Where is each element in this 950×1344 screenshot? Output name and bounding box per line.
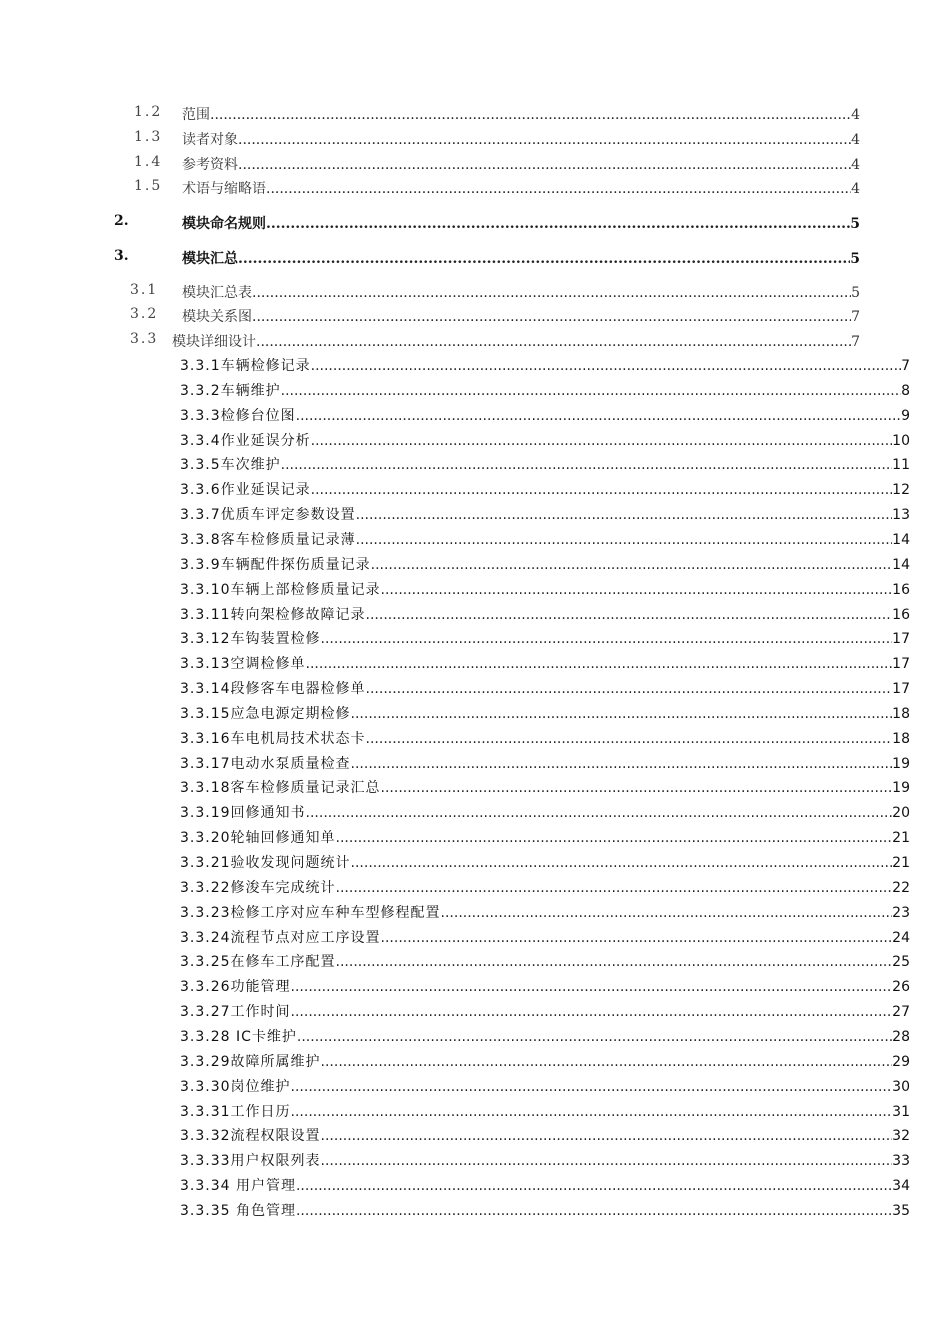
toc-dot-leader	[321, 1153, 893, 1169]
toc-entry[interactable]	[180, 430, 910, 450]
toc-entry-title: 3.3.33用户权限列表	[180, 1153, 321, 1169]
toc-entry-number: 3.3	[130, 331, 159, 347]
toc-dot-leader	[266, 216, 850, 232]
toc-entry-title: 3.3.10车辆上部检修质量记录	[180, 582, 381, 598]
toc-entry-page-number: 34	[892, 1178, 910, 1194]
toc-entry[interactable]	[180, 877, 910, 897]
toc-entry-page-number: 17	[892, 656, 910, 672]
toc-entry-title: 读者对象	[182, 132, 238, 148]
toc-entry-page-number: 25	[892, 954, 910, 970]
toc-entry-title: 3.3.26功能管理	[180, 979, 291, 995]
toc-entry[interactable]	[130, 306, 860, 326]
toc-entry-page-number: 13	[892, 507, 910, 523]
toc-entry-page-number: 19	[892, 756, 910, 772]
toc-entry-title: 术语与缩略语	[182, 181, 266, 197]
toc-entry-title: 3.3.34 用户管理	[180, 1178, 296, 1194]
toc-entry[interactable]	[180, 579, 910, 599]
toc-dot-leader	[366, 607, 893, 623]
toc-entry-page-number: 33	[892, 1153, 910, 1169]
toc-entry[interactable]	[180, 1001, 910, 1021]
toc-dot-leader	[210, 107, 851, 123]
toc-dot-leader	[336, 954, 893, 970]
toc-entry-title: 模块关系图	[182, 309, 252, 325]
toc-entry-page-number: 10	[892, 433, 910, 449]
toc-entry-page-number: 27	[892, 1004, 910, 1020]
toc-dot-leader	[266, 181, 851, 197]
toc-entry[interactable]	[180, 951, 910, 971]
toc-dot-leader	[281, 457, 893, 473]
toc-entry-title: 3.3.21验收发现问题统计	[180, 855, 351, 871]
toc-entry-title: 模块详细设计	[172, 334, 256, 350]
toc-entry-page-number: 5	[850, 216, 860, 232]
toc-dot-leader	[356, 532, 893, 548]
toc-entry-title: 3.3.20轮轴回修通知单	[180, 830, 336, 846]
toc-entry-title: 3.3.23检修工序对应车种车型修程配置	[180, 905, 441, 921]
toc-entry-page-number: 30	[892, 1079, 910, 1095]
toc-entry[interactable]	[134, 154, 860, 174]
toc-entry-title: 3.3.17电动水泵质量检查	[180, 756, 351, 772]
toc-entry-number: 3.2	[130, 306, 159, 322]
toc-entry-title: 3.3.25在修车工序配置	[180, 954, 336, 970]
toc-dot-leader	[356, 507, 893, 523]
toc-entry[interactable]	[180, 976, 910, 996]
toc-entry-page-number: 16	[892, 582, 910, 598]
toc-entry[interactable]	[180, 1150, 910, 1170]
toc-entry-title: 3.3.24流程节点对应工序设置	[180, 930, 381, 946]
toc-entry[interactable]	[180, 504, 910, 524]
toc-entry[interactable]	[180, 405, 910, 425]
toc-entry-page-number: 28	[892, 1029, 910, 1045]
toc-dot-leader	[291, 979, 893, 995]
toc-dot-leader	[351, 756, 893, 772]
toc-entry-page-number: 19	[892, 780, 910, 796]
toc-entry-page-number: 17	[892, 631, 910, 647]
toc-dot-leader	[311, 358, 901, 374]
toc-entry-title: 3.3.5车次维护	[180, 457, 281, 473]
toc-entry-title: 3.3.22修浚车完成统计	[180, 880, 336, 896]
toc-entry[interactable]	[114, 248, 860, 268]
toc-dot-leader	[366, 731, 893, 747]
toc-entry-title: 参考资料	[182, 157, 238, 173]
toc-entry-title: 3.3.30岗位维护	[180, 1079, 291, 1095]
toc-entry[interactable]	[180, 1076, 910, 1096]
toc-entry[interactable]	[180, 653, 910, 673]
toc-dot-leader	[238, 132, 851, 148]
toc-dot-leader	[311, 433, 893, 449]
toc-entry-page-number: 11	[892, 457, 910, 473]
toc-entry-number: 1.5	[134, 178, 163, 194]
toc-entry-page-number: 32	[892, 1128, 910, 1144]
toc-entry-page-number: 14	[892, 532, 910, 548]
toc-dot-leader	[291, 1104, 893, 1120]
toc-dot-leader	[256, 334, 851, 350]
toc-entry-number: 1.4	[134, 154, 163, 170]
toc-dot-leader	[336, 880, 893, 896]
toc-entry-page-number: 4	[851, 181, 860, 197]
toc-dot-leader	[306, 656, 893, 672]
toc-entry[interactable]	[180, 1175, 910, 1195]
toc-dot-leader	[238, 251, 850, 267]
toc-entry[interactable]	[180, 479, 910, 499]
toc-entry[interactable]	[180, 604, 910, 624]
toc-dot-leader	[297, 1029, 892, 1045]
toc-entry-title: 3.3.12车钩装置检修	[180, 631, 321, 647]
toc-entry-title: 3.3.18客车检修质量记录汇总	[180, 780, 381, 796]
toc-entry-number: 3.1	[130, 282, 159, 298]
toc-entry-page-number: 17	[892, 681, 910, 697]
toc-entry-page-number: 4	[851, 132, 860, 148]
toc-entry[interactable]	[180, 802, 910, 822]
toc-entry-number: 1.3	[134, 129, 163, 145]
toc-entry-page-number: 8	[901, 383, 910, 399]
toc-entry-page-number: 7	[851, 334, 860, 350]
toc-entry[interactable]	[180, 1101, 910, 1121]
toc-entry-title: 3.3.27工作时间	[180, 1004, 291, 1020]
toc-dot-leader	[296, 408, 901, 424]
toc-entry-page-number: 4	[851, 157, 860, 173]
toc-entry-title: 3.3.8客车检修质量记录薄	[180, 532, 356, 548]
toc-entry[interactable]	[134, 178, 860, 198]
toc-entry[interactable]	[114, 213, 860, 233]
toc-entry-title: 3.3.31工作日历	[180, 1104, 291, 1120]
toc-entry[interactable]	[180, 852, 910, 872]
toc-entry[interactable]	[180, 703, 910, 723]
toc-entry-title: 3.3.13空调检修单	[180, 656, 306, 672]
toc-dot-leader	[441, 905, 893, 921]
toc-dot-leader	[296, 1203, 892, 1219]
toc-entry-title: 3.3.16车电机局技术状态卡	[180, 731, 366, 747]
toc-entry-page-number: 9	[901, 408, 910, 424]
toc-dot-leader	[291, 1004, 893, 1020]
toc-entry-page-number: 26	[892, 979, 910, 995]
toc-entry-page-number: 12	[892, 482, 910, 498]
toc-entry[interactable]	[180, 777, 910, 797]
toc-entry[interactable]	[180, 927, 910, 947]
toc-entry-title: 3.3.11转向架检修故障记录	[180, 607, 366, 623]
toc-entry[interactable]	[180, 454, 910, 474]
toc-entry[interactable]	[180, 1051, 910, 1071]
toc-entry-title: 模块汇总	[182, 251, 238, 267]
toc-entry[interactable]	[180, 1026, 910, 1046]
toc-dot-leader	[381, 780, 893, 796]
toc-dot-leader	[381, 582, 893, 598]
toc-entry-title: 3.3.6作业延误记录	[180, 482, 311, 498]
toc-entry-title: 3.3.1车辆检修记录	[180, 358, 311, 374]
toc-entry-title: 3.3.35 角色管理	[180, 1203, 296, 1219]
toc-dot-leader	[238, 157, 851, 173]
toc-entry-page-number: 7	[901, 358, 910, 374]
toc-entry-page-number: 21	[892, 830, 910, 846]
toc-entry-title: 模块汇总表	[182, 285, 252, 301]
toc-entry-title: 3.3.7优质车评定参数设置	[180, 507, 356, 523]
toc-entry-page-number: 4	[851, 107, 860, 123]
toc-entry[interactable]	[134, 104, 860, 124]
toc-entry[interactable]	[180, 753, 910, 773]
toc-entry-number: 1.2	[134, 104, 163, 120]
toc-entry-title: 3.3.14段修客车电器检修单	[180, 681, 366, 697]
toc-dot-leader	[321, 1128, 893, 1144]
toc-entry-page-number: 22	[892, 880, 910, 896]
toc-entry-page-number: 5	[851, 285, 860, 301]
toc-entry[interactable]	[134, 129, 860, 149]
toc-entry[interactable]	[180, 728, 910, 748]
toc-entry-title: 3.3.2车辆维护	[180, 383, 281, 399]
toc-entry-page-number: 24	[892, 930, 910, 946]
toc-entry[interactable]	[180, 678, 910, 698]
toc-entry[interactable]	[180, 628, 910, 648]
toc-entry-page-number: 18	[892, 706, 910, 722]
toc-entry[interactable]	[130, 331, 860, 351]
toc-entry-title: 3.3.32流程权限设置	[180, 1128, 321, 1144]
toc-entry[interactable]	[180, 1125, 910, 1145]
toc-entry-title: 3.3.15应急电源定期检修	[180, 706, 351, 722]
toc-entry-title: 模块命名规则	[182, 216, 266, 232]
toc-entry-page-number: 18	[892, 731, 910, 747]
toc-dot-leader	[306, 805, 893, 821]
toc-entry-page-number: 20	[892, 805, 910, 821]
toc-entry-page-number: 31	[892, 1104, 910, 1120]
toc-entry[interactable]	[180, 529, 910, 549]
toc-dot-leader	[311, 482, 893, 498]
toc-entry-number: 3.	[114, 248, 129, 264]
toc-entry-page-number: 14	[892, 557, 910, 573]
toc-entry[interactable]	[180, 380, 910, 400]
toc-dot-leader	[296, 1178, 892, 1194]
toc-dot-leader	[281, 383, 901, 399]
toc-dot-leader	[351, 855, 893, 871]
toc-dot-leader	[291, 1079, 893, 1095]
toc-entry-number: 2.	[114, 213, 129, 229]
toc-entry[interactable]	[180, 902, 910, 922]
toc-entry[interactable]	[180, 355, 910, 375]
toc-entry-page-number: 29	[892, 1054, 910, 1070]
toc-entry-page-number: 21	[892, 855, 910, 871]
toc-entry-page-number: 16	[892, 607, 910, 623]
toc-entry[interactable]	[180, 827, 910, 847]
toc-dot-leader	[336, 830, 893, 846]
toc-entry-page-number: 23	[892, 905, 910, 921]
toc-entry[interactable]	[180, 554, 910, 574]
toc-entry-title: 3.3.3检修台位图	[180, 408, 296, 424]
toc-entry-title: 3.3.9车辆配件探伤质量记录	[180, 557, 371, 573]
toc-dot-leader	[381, 930, 893, 946]
toc-entry-page-number: 35	[892, 1203, 910, 1219]
toc-dot-leader	[371, 557, 893, 573]
toc-entry-title: 3.3.28 IC卡维护	[180, 1029, 297, 1045]
toc-dot-leader	[366, 681, 893, 697]
toc-entry-title: 3.3.4作业延误分析	[180, 433, 311, 449]
toc-entry[interactable]	[130, 282, 860, 302]
toc-dot-leader	[252, 309, 851, 325]
toc-dot-leader	[351, 706, 893, 722]
toc-entry-title: 3.3.19回修通知书	[180, 805, 306, 821]
toc-dot-leader	[252, 285, 851, 301]
toc-entry-page-number: 5	[850, 251, 860, 267]
toc-entry[interactable]	[180, 1200, 910, 1220]
toc-dot-leader	[321, 631, 893, 647]
toc-entry-page-number: 7	[851, 309, 860, 325]
toc-dot-leader	[321, 1054, 893, 1070]
toc-entry-title: 3.3.29故障所属维护	[180, 1054, 321, 1070]
toc-entry-title: 范围	[182, 107, 210, 123]
